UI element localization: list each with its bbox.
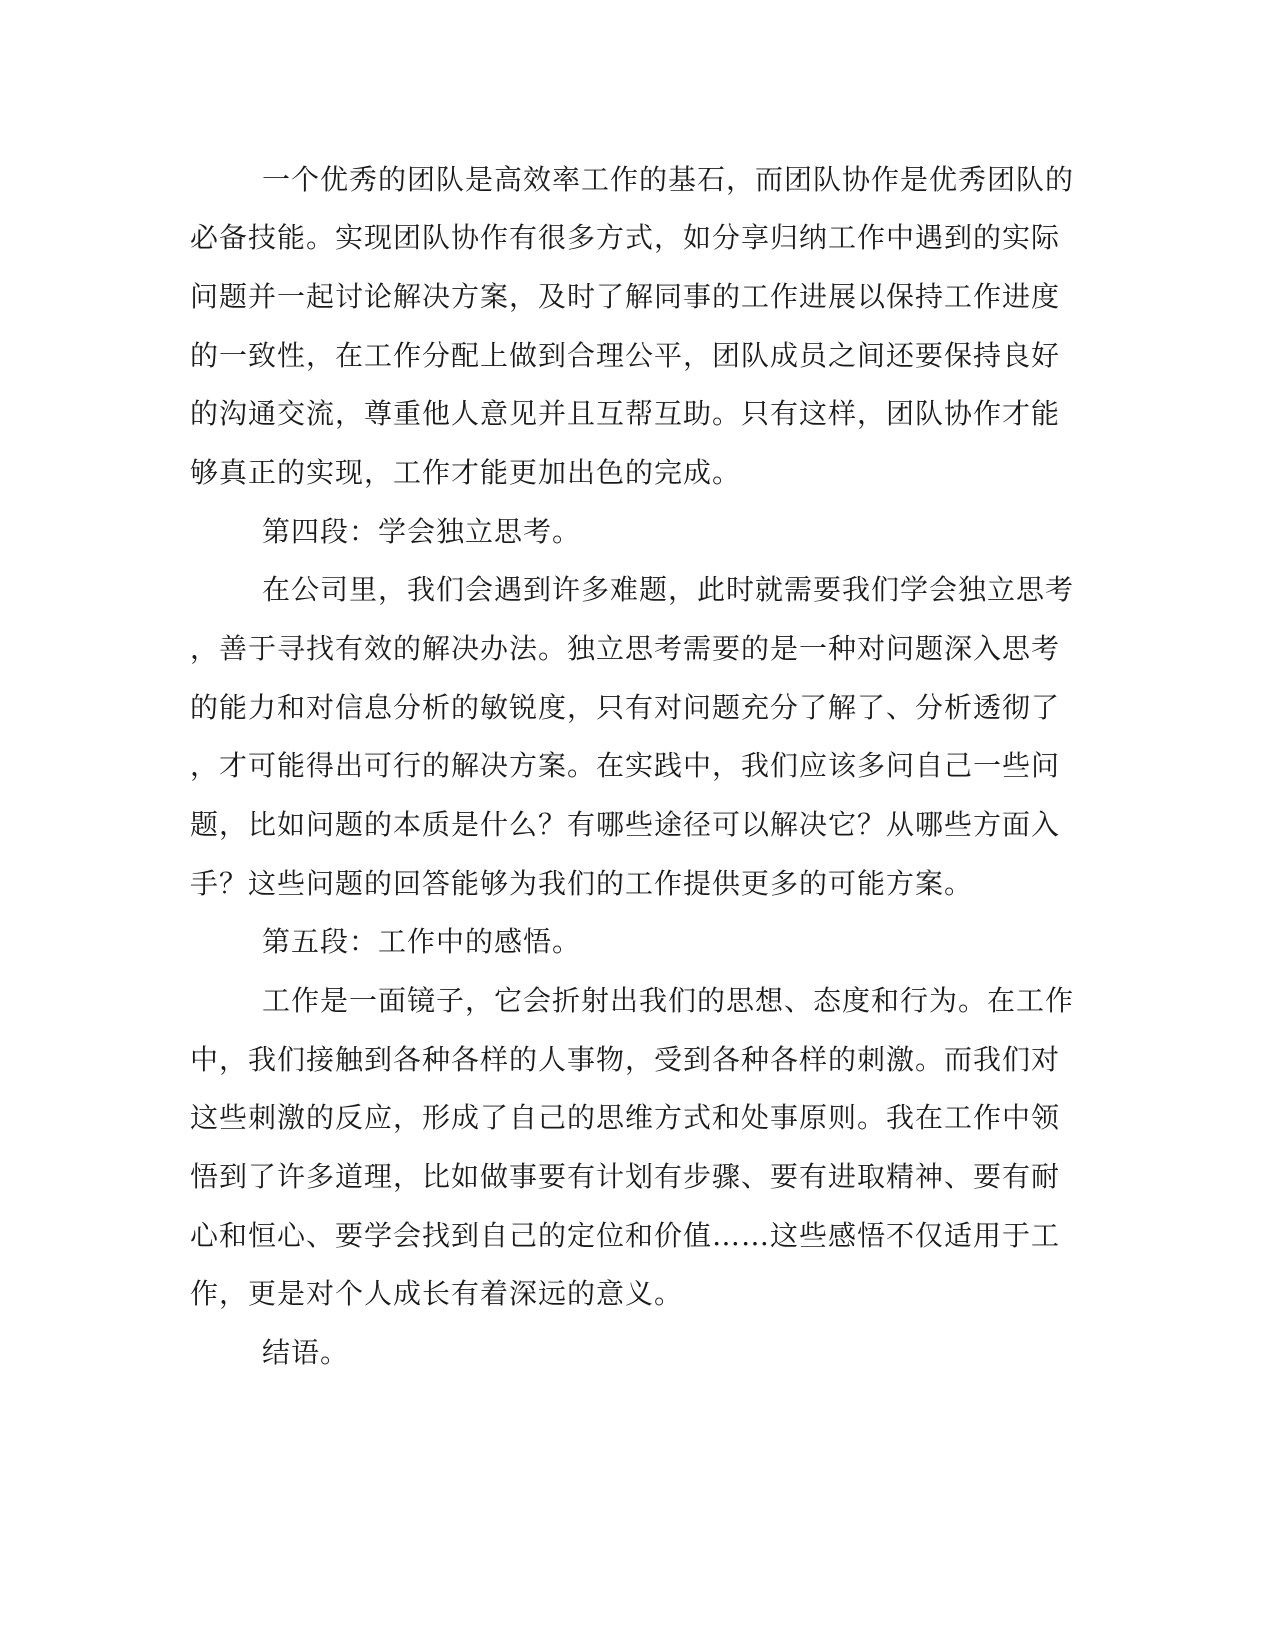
- paragraph-thinking-line-1: 在公司里，我们会遇到许多难题，此时就需要我们学会独立思考: [262, 573, 1075, 606]
- conclusion-heading: 结语。: [262, 1336, 350, 1369]
- section-heading-4: 第四段：学会独立思考。: [262, 515, 582, 548]
- paragraph-insight-line-5: 心和恒心、要学会找到自己的定位和价值……这些感悟不仅适用于工: [190, 1219, 1061, 1252]
- paragraph-insight-line-3: 这些刺激的反应，形成了自己的思维方式和处事原则。我在工作中领: [190, 1101, 1061, 1134]
- section-heading-5: 第五段：工作中的感悟。: [262, 925, 582, 958]
- paragraph-insight-line-1: 工作是一面镜子，它会折射出我们的思想、态度和行为。在工作: [262, 984, 1075, 1017]
- paragraph-thinking-line-4: ，才可能得出可行的解决方案。在实践中，我们应该多问自己一些问: [190, 749, 1061, 782]
- paragraph-teamwork-line-4: 的一致性，在工作分配上做到合理公平，团队成员之间还要保持良好: [190, 339, 1061, 372]
- paragraph-thinking-line-6: 手？这些问题的回答能够为我们的工作提供更多的可能方案。: [190, 867, 974, 900]
- paragraph-thinking-line-3: 的能力和对信息分析的敏锐度，只有对问题充分了解了、分析透彻了: [190, 691, 1061, 724]
- paragraph-teamwork-line-3: 问题并一起讨论解决方案，及时了解同事的工作进展以保持工作进度: [190, 280, 1061, 313]
- paragraph-insight-line-4: 悟到了许多道理，比如做事要有计划有步骤、要有进取精神、要有耐: [190, 1160, 1061, 1193]
- paragraph-insight-line-2: 中，我们接触到各种各样的人事物，受到各种各样的刺激。而我们对: [190, 1043, 1061, 1076]
- paragraph-thinking-line-2: ，善于寻找有效的解决办法。独立思考需要的是一种对问题深入思考: [190, 632, 1061, 665]
- paragraph-teamwork-line-2: 必备技能。实现团队协作有很多方式，如分享归纳工作中遇到的实际: [190, 221, 1061, 254]
- paragraph-insight-line-6: 作，更是对个人成长有着深远的意义。: [190, 1277, 684, 1310]
- paragraph-teamwork-line-5: 的沟通交流，尊重他人意见并且互帮互助。只有这样，团队协作才能: [190, 397, 1061, 430]
- paragraph-teamwork-line-1: 一个优秀的团队是高效率工作的基石，而团队协作是优秀团队的: [262, 163, 1075, 196]
- paragraph-thinking-line-5: 题，比如问题的本质是什么？有哪些途径可以解决它？从哪些方面入: [190, 808, 1061, 841]
- paragraph-teamwork-line-6: 够真正的实现，工作才能更加出色的完成。: [190, 456, 742, 489]
